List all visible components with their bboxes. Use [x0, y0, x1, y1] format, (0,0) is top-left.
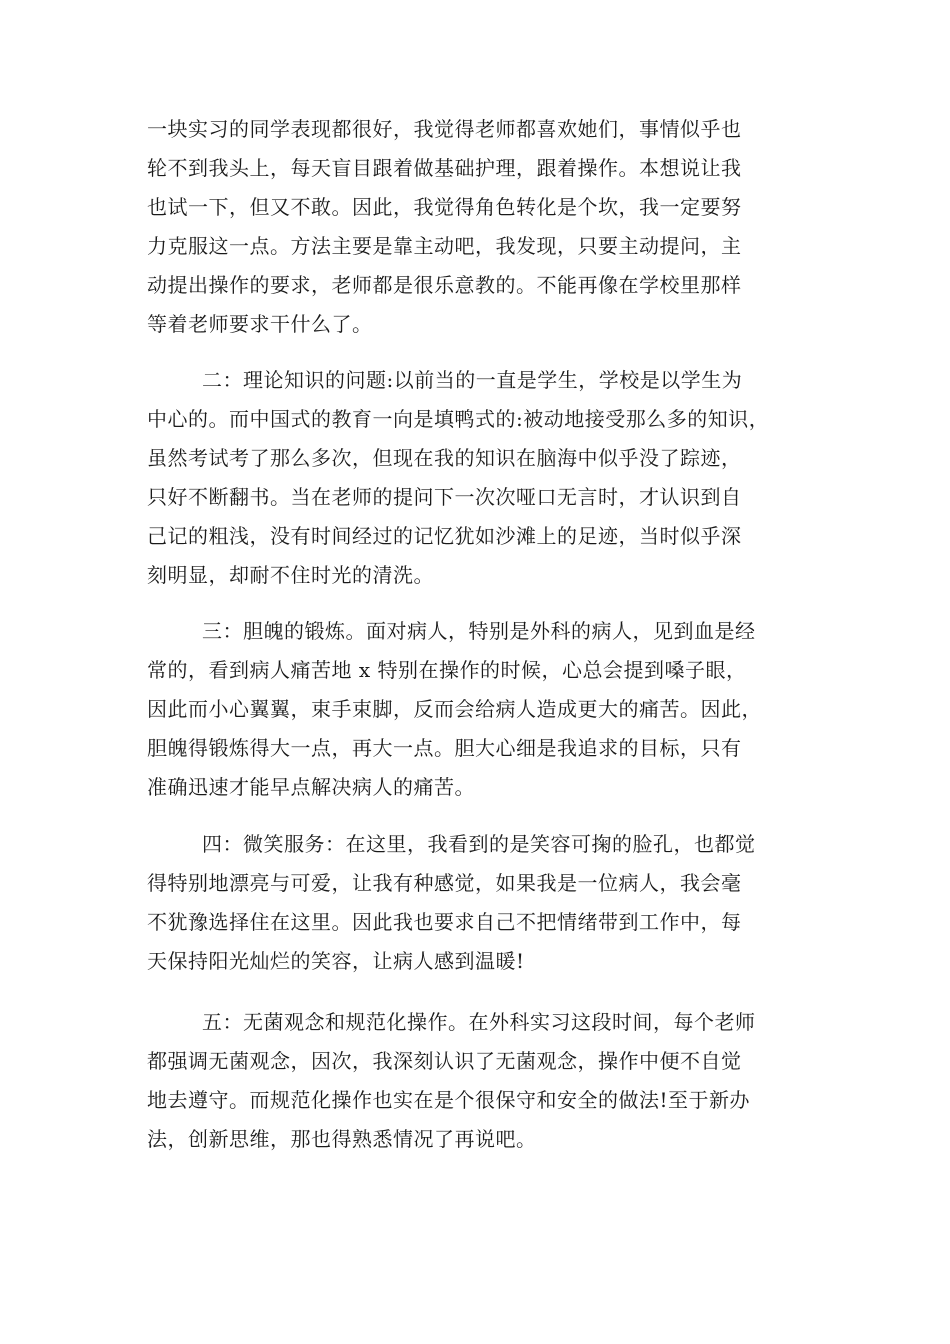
text-line: 胆魄得锻炼得大一点，再大一点。胆大心细是我追求的目标，只有	[147, 736, 742, 760]
text-line: 也试一下，但又不敢。因此，我觉得角色转化是个坎，我一定要努	[147, 195, 742, 219]
text-line: 中心的。而中国式的教育一向是填鸭式的:被动地接受那么多的知识，	[147, 407, 770, 431]
text-line: 法，创新思维，那也得熟悉情况了再说吧。	[147, 1127, 537, 1151]
paragraph-theory-knowledge	[147, 361, 807, 595]
text-line: 都强调无菌观念，因次，我深刻认识了无菌观念，操作中便不自觉	[147, 1049, 742, 1073]
paragraph-role-transition	[147, 110, 807, 344]
text-line: 五：无菌观念和规范化操作。在外科实习这段时间，每个老师	[202, 1010, 756, 1034]
text-line: 因此而小心翼翼，束手束脚，反而会给病人造成更大的痛苦。因此，	[147, 697, 762, 721]
text-line: 己记的粗浅，没有时间经过的记忆犹如沙滩上的足迹，当时似乎深	[147, 524, 742, 548]
text-line: 常的，看到病人痛苦地 x 特别在操作的时候，心总会提到嗓子眼，	[147, 658, 747, 682]
paragraph-courage-training	[147, 612, 807, 807]
text-line: 天保持阳光灿烂的笑容，让病人感到温暖!	[147, 949, 525, 973]
text-line: 一块实习的同学表现都很好，我觉得老师都喜欢她们，事情似乎也	[147, 117, 742, 141]
text-line: 虽然考试考了那么多次，但现在我的知识在脑海中似乎没了踪迹，	[147, 446, 742, 470]
paragraph-aseptic-concept	[147, 1003, 807, 1159]
text-line: 二：理论知识的问题:以前当的一直是学生，学校是以学生为	[202, 368, 743, 392]
text-line: 力克服这一点。方法主要是靠主动吧，我发现，只要主动提问，主	[147, 234, 742, 258]
text-line: 动提出操作的要求，老师都是很乐意教的。不能再像在学校里那样	[147, 273, 742, 297]
text-line: 三：胆魄的锻炼。面对病人，特别是外科的病人，见到血是经	[202, 619, 756, 643]
text-line: 四：微笑服务：在这里，我看到的是笑容可掬的脸孔，也都觉	[202, 832, 756, 856]
text-line: 得特别地漂亮与可爱，让我有种感觉，如果我是一位病人，我会毫	[147, 871, 742, 895]
text-line: 地去遵守。而规范化操作也实在是个很保守和安全的做法!至于新办	[147, 1088, 751, 1112]
text-line: 等着老师要求干什么了。	[147, 312, 373, 336]
text-line: 不犹豫选择住在这里。因此我也要求自己不把情绪带到工作中，每	[147, 910, 742, 934]
paragraph-smile-service	[147, 825, 807, 981]
text-line: 轮不到我头上，每天盲目跟着做基础护理，跟着操作。本想说让我	[147, 156, 742, 180]
text-line: 准确迅速才能早点解决病人的痛苦。	[147, 775, 475, 799]
text-line: 只好不断翻书。当在老师的提问下一次次哑口无言时，才认识到自	[147, 485, 742, 509]
text-line: 刻明显，却耐不住时光的清洗。	[147, 563, 434, 587]
